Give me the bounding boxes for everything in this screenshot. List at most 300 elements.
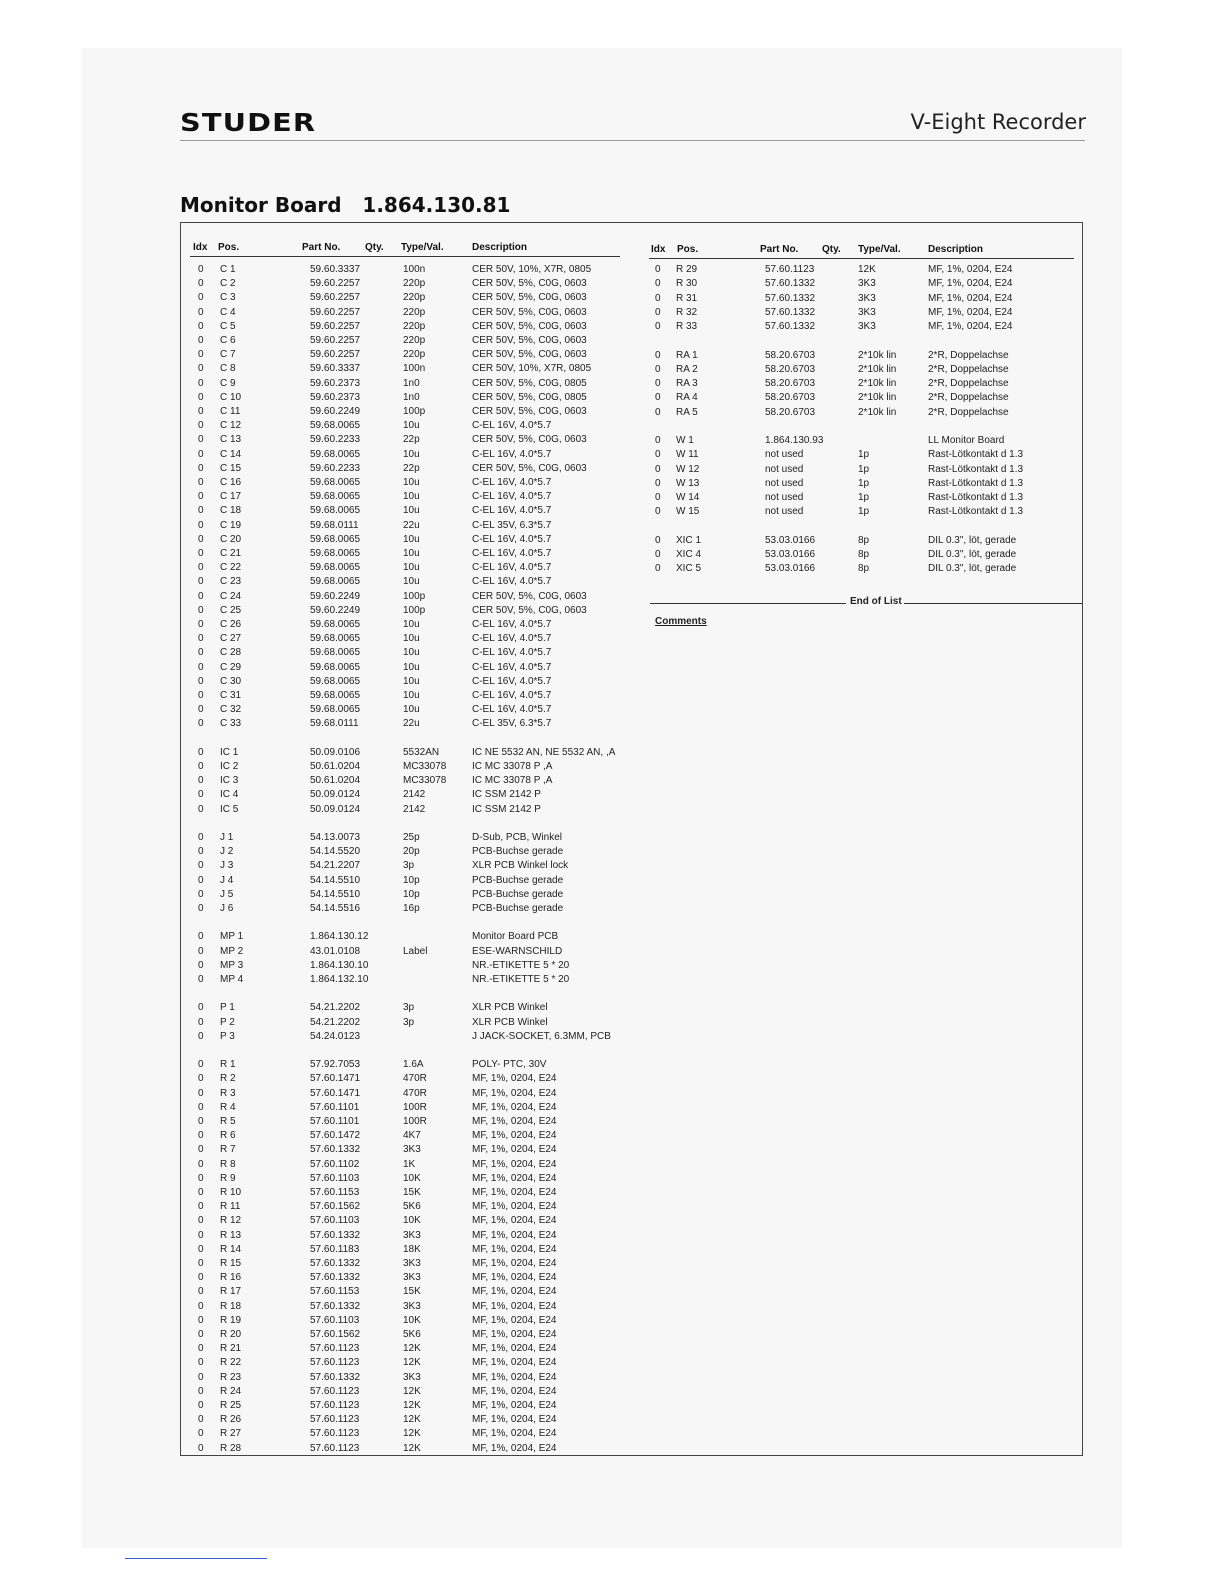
cell-desc: C-EL 16V, 4.0*5.7 [472, 505, 552, 517]
cell-type: 12K [403, 1442, 421, 1454]
cell-part: 53.03.0166 [765, 534, 816, 546]
cell-pos: R 24 [220, 1385, 242, 1397]
table-row [0, 264, 1224, 278]
cell-pos: R 1 [220, 1059, 236, 1071]
cell-idx: 0 [198, 519, 204, 531]
cell-part: 1.864.132.10 [310, 974, 369, 985]
cell-pos: J 6 [220, 903, 234, 914]
table-row [0, 704, 1224, 718]
cell-type: 22p [403, 434, 420, 446]
table-row [0, 535, 1224, 549]
cell-idx: 0 [198, 292, 204, 304]
cell-idx: 0 [198, 1215, 204, 1227]
cell-part: 59.68.0065 [310, 647, 361, 659]
cell-type: 22u [403, 519, 420, 531]
cell-type: 2*10k lin [858, 392, 897, 404]
cell-pos: IC 2 [220, 761, 239, 772]
cell-part: 50.09.0124 [310, 789, 361, 801]
cell-desc: C-EL 16V, 4.0*5.7 [472, 704, 552, 716]
cell-part: 57.60.1123 [310, 1442, 360, 1454]
cell-pos: C 21 [220, 548, 242, 559]
cell-idx: 0 [655, 492, 661, 503]
cell-type: 3K3 [858, 278, 876, 290]
table-row [0, 647, 1224, 661]
cell-part: 59.68.0111 [310, 718, 359, 730]
studer-logo: STUDER [180, 108, 317, 137]
cell-pos: MP 2 [220, 945, 244, 957]
cell-idx: 0 [198, 335, 204, 346]
col-qty-header: Qty. [822, 244, 841, 255]
cell-part: 54.14.5520 [310, 846, 361, 858]
cell-pos: R 9 [220, 1172, 236, 1184]
cell-type: 10u [403, 505, 420, 517]
cell-idx: 0 [198, 1172, 204, 1184]
cell-type: 1p [858, 477, 870, 489]
cell-part: 59.60.3337 [310, 264, 361, 275]
table-row [0, 1329, 1224, 1343]
cell-type: 100p [403, 406, 426, 417]
cell-part: 58.20.6703 [765, 378, 816, 389]
cell-idx: 0 [655, 449, 661, 461]
cell-pos: W 1 [676, 435, 694, 446]
cell-type: 10u [403, 619, 420, 630]
cell-type: 2142 [403, 803, 426, 815]
cell-type: 12K [403, 1357, 421, 1369]
table-row [0, 435, 1224, 449]
cell-part: 43.01.0108 [310, 945, 361, 957]
cell-part: 59.68.0065 [310, 619, 361, 630]
col-desc-header: Description [928, 244, 984, 255]
cell-type: 10u [403, 548, 420, 559]
cell-desc: C-EL 16V, 4.0*5.7 [472, 675, 552, 687]
cell-part: 59.60.3337 [310, 363, 361, 375]
cell-pos: R 21 [220, 1343, 242, 1355]
cell-desc: 2*R, Doppelachse [928, 378, 1009, 389]
cell-part: 59.68.0111 [310, 519, 359, 531]
cell-pos: IC 5 [220, 803, 239, 815]
cell-idx: 0 [198, 1087, 204, 1099]
cell-pos: C 28 [220, 647, 242, 659]
cell-idx: 0 [198, 619, 204, 630]
cell-idx: 0 [198, 1243, 204, 1255]
cell-idx: 0 [198, 1442, 204, 1454]
cell-type: 470R [403, 1073, 427, 1085]
cell-idx: 0 [655, 463, 661, 475]
cell-pos: C 32 [220, 704, 242, 716]
cell-type: 16p [403, 903, 420, 914]
cell-desc: MF, 1%, 0204, E24 [928, 321, 1013, 332]
cell-pos: MP 1 [220, 931, 244, 943]
cell-part: 59.60.2249 [310, 590, 361, 602]
cell-desc: DIL 0.3", löt, gerade [928, 549, 1017, 560]
cell-idx: 0 [198, 1400, 204, 1411]
cell-pos: C 27 [220, 633, 242, 645]
cell-type: 5532AN [403, 746, 440, 758]
cell-pos: C 24 [220, 590, 242, 602]
cell-pos: C 23 [220, 576, 242, 588]
table-row [0, 1372, 1224, 1386]
cell-type: 5K6 [403, 1201, 421, 1213]
cell-pos: R 27 [220, 1428, 242, 1440]
cell-desc: CER 50V, 5%, C0G, 0603 [472, 320, 587, 332]
cell-pos: C 15 [220, 462, 242, 474]
table-row [0, 1116, 1224, 1130]
cell-desc: MF, 1%, 0204, E24 [472, 1172, 557, 1184]
cell-desc: C-EL 16V, 4.0*5.7 [472, 477, 552, 488]
cell-type: 10u [403, 533, 420, 545]
cell-desc: C-EL 16V, 4.0*5.7 [472, 576, 552, 588]
cell-desc: IC NE 5532 AN, NE 5532 AN, ,A [472, 746, 616, 758]
table-row [0, 804, 1224, 818]
cell-pos: C 29 [220, 661, 242, 673]
cell-type: 10K [403, 1314, 421, 1326]
end-of-list-rule-left [650, 603, 846, 604]
table-row [0, 420, 1224, 434]
cell-idx: 0 [655, 392, 661, 404]
cell-idx: 0 [655, 349, 661, 361]
cell-idx: 0 [198, 888, 204, 900]
cell-idx: 0 [198, 462, 204, 474]
cell-idx: 0 [198, 1272, 204, 1284]
cell-type: 2*10k lin [858, 349, 897, 361]
cell-part: not used [765, 477, 804, 489]
cell-idx: 0 [198, 690, 204, 701]
table-row [0, 775, 1224, 789]
cell-idx: 0 [198, 633, 204, 645]
cell-part: 57.60.1153 [310, 1286, 360, 1298]
table-row [0, 449, 1224, 463]
cell-idx: 0 [198, 1144, 204, 1156]
cell-part: 59.68.0065 [310, 505, 361, 517]
cell-idx: 0 [198, 974, 204, 985]
cell-part: 57.60.1123 [310, 1385, 360, 1397]
cell-part: 57.60.1102 [310, 1158, 360, 1170]
cell-idx: 0 [198, 1101, 204, 1113]
cell-desc: LL Monitor Board [928, 435, 1005, 446]
cell-type: 3K3 [403, 1272, 421, 1284]
cell-part: 53.03.0166 [765, 549, 816, 560]
cell-desc: MF, 1%, 0204, E24 [472, 1414, 557, 1426]
cell-idx: 0 [198, 704, 204, 716]
col-part-header: Part No. [302, 242, 341, 253]
cell-pos: R 20 [220, 1329, 242, 1340]
cell-idx: 0 [198, 959, 204, 971]
cell-desc: MF, 1%, 0204, E24 [472, 1428, 557, 1440]
cell-desc: CER 50V, 5%, C0G, 0603 [472, 306, 587, 318]
table-row [0, 492, 1224, 506]
cell-part: 58.20.6703 [765, 392, 816, 404]
cell-type: 4K7 [403, 1130, 421, 1142]
cell-pos: R 8 [220, 1158, 236, 1170]
cell-pos: RA 2 [676, 363, 698, 375]
cell-desc: C-EL 16V, 4.0*5.7 [472, 448, 552, 460]
cell-pos: C 25 [220, 604, 242, 616]
cell-part: 57.60.1471 [310, 1073, 361, 1085]
cell-part: 57.60.1123 [310, 1428, 360, 1440]
cell-pos: R 33 [676, 321, 698, 332]
cell-desc: MF, 1%, 0204, E24 [928, 292, 1013, 304]
cell-type: 15K [403, 1286, 421, 1298]
cell-type: 220p [403, 335, 426, 346]
cell-idx: 0 [198, 505, 204, 517]
table-row [0, 1272, 1224, 1286]
cell-pos: R 25 [220, 1400, 242, 1411]
cell-desc: CER 50V, 5%, C0G, 0805 [472, 377, 587, 389]
cell-part: 57.60.1332 [310, 1144, 361, 1156]
table-row [0, 718, 1224, 732]
table-row [0, 761, 1224, 775]
cell-desc: C-EL 16V, 4.0*5.7 [472, 491, 552, 503]
cell-part: 50.09.0106 [310, 746, 361, 758]
cell-idx: 0 [655, 264, 661, 275]
cell-part: 57.60.1123 [310, 1343, 360, 1355]
cell-idx: 0 [198, 533, 204, 545]
table-row [0, 1428, 1224, 1442]
cell-pos: R 19 [220, 1314, 242, 1326]
cell-desc: J JACK-SOCKET, 6.3MM, PCB [472, 1030, 611, 1042]
cell-type: 10u [403, 675, 420, 687]
cell-pos: R 31 [676, 292, 698, 304]
cell-part: 59.68.0065 [310, 420, 361, 432]
cell-idx: 0 [198, 1300, 204, 1312]
cell-idx: 0 [198, 1329, 204, 1340]
cell-pos: R 29 [676, 264, 698, 275]
cell-idx: 0 [198, 306, 204, 318]
table-row [0, 960, 1224, 974]
cell-type: MC33078 [403, 775, 447, 787]
cell-part: 59.60.2233 [310, 434, 361, 446]
cell-pos: C 10 [220, 391, 242, 403]
cell-desc: CER 50V, 5%, C0G, 0603 [472, 590, 587, 602]
cell-pos: XIC 1 [676, 534, 702, 546]
cell-desc: MF, 1%, 0204, E24 [472, 1314, 557, 1326]
cell-idx: 0 [655, 506, 661, 518]
cell-type: 100R [403, 1116, 427, 1127]
cell-pos: RA 1 [676, 349, 698, 361]
cell-part: 59.60.2257 [310, 306, 361, 318]
table-row [0, 946, 1224, 960]
cell-type: 10u [403, 633, 420, 645]
table-row [0, 931, 1224, 945]
cell-pos: C 5 [220, 320, 236, 332]
cell-part: 57.60.1123 [310, 1357, 360, 1369]
cell-part: 57.60.1562 [310, 1201, 361, 1213]
cell-desc: C-EL 16V, 4.0*5.7 [472, 420, 552, 432]
cell-part: 54.21.2202 [310, 1002, 361, 1014]
cell-idx: 0 [198, 1016, 204, 1028]
cell-desc: MF, 1%, 0204, E24 [472, 1087, 557, 1099]
cell-part: 59.60.2373 [310, 391, 361, 403]
cell-desc: MF, 1%, 0204, E24 [472, 1300, 557, 1312]
cell-desc: CER 50V, 5%, C0G, 0603 [472, 406, 587, 417]
cell-idx: 0 [198, 1371, 204, 1383]
cell-pos: C 14 [220, 448, 242, 460]
cell-type: 12K [403, 1343, 421, 1355]
cell-idx: 0 [198, 945, 204, 957]
table-row [0, 747, 1224, 761]
cell-part: 57.60.1103 [310, 1215, 360, 1227]
cell-idx: 0 [198, 746, 204, 758]
cell-desc: Monitor Board PCB [472, 931, 559, 943]
cell-desc: 2*R, Doppelachse [928, 363, 1009, 375]
cell-type: 100p [403, 590, 426, 602]
cell-desc: CER 50V, 5%, C0G, 0603 [472, 335, 587, 346]
cell-idx: 0 [198, 903, 204, 914]
table-row [0, 789, 1224, 803]
cell-idx: 0 [655, 406, 661, 418]
cell-part: 59.60.2257 [310, 349, 361, 361]
cell-pos: C 18 [220, 505, 242, 517]
cell-idx: 0 [655, 363, 661, 375]
cell-type: 12K [403, 1428, 421, 1440]
cell-part: 59.60.2233 [310, 462, 361, 474]
cell-type: 10u [403, 690, 420, 701]
table-row [0, 1002, 1224, 1016]
cell-desc: PCB-Buchse gerade [472, 888, 564, 900]
cell-desc: MF, 1%, 0204, E24 [472, 1215, 557, 1227]
cell-pos: C 4 [220, 306, 236, 318]
cell-part: 57.60.1332 [310, 1229, 361, 1241]
cell-type: 3K3 [403, 1229, 421, 1241]
cell-desc: C-EL 16V, 4.0*5.7 [472, 619, 552, 630]
cell-desc: MF, 1%, 0204, E24 [472, 1158, 557, 1170]
cell-pos: R 23 [220, 1371, 242, 1383]
cell-desc: MF, 1%, 0204, E24 [472, 1116, 557, 1127]
cell-part: 54.13.0073 [310, 832, 361, 843]
cell-type: 20p [403, 846, 420, 858]
cell-desc: IC MC 33078 P ,A [472, 775, 553, 787]
cell-pos: R 5 [220, 1116, 236, 1127]
cell-desc: MF, 1%, 0204, E24 [472, 1229, 557, 1241]
cell-idx: 0 [198, 1357, 204, 1369]
cell-part: 1.864.130.12 [310, 931, 369, 943]
table-row [0, 875, 1224, 889]
table-row [0, 321, 1224, 335]
cell-pos: XIC 5 [676, 563, 702, 575]
cell-part: 59.68.0065 [310, 533, 361, 545]
cell-type: 220p [403, 320, 426, 332]
cell-pos: C 2 [220, 278, 236, 290]
cell-pos: C 8 [220, 363, 236, 375]
cell-idx: 0 [198, 363, 204, 375]
cell-idx: 0 [198, 803, 204, 815]
cell-type: 8p [858, 563, 870, 575]
table-row [0, 464, 1224, 478]
cell-idx: 0 [655, 549, 661, 560]
cell-part: 57.60.1103 [310, 1172, 360, 1184]
cell-pos: R 28 [220, 1442, 242, 1454]
cell-pos: C 22 [220, 562, 242, 574]
cell-idx: 0 [655, 292, 661, 304]
cell-type: 220p [403, 349, 426, 361]
cell-desc: Rast-Lötkontakt d 1.3 [928, 463, 1024, 475]
cell-part: 57.60.1101 [310, 1101, 360, 1113]
cell-part: 57.60.1472 [310, 1130, 361, 1142]
table-row [0, 1443, 1224, 1457]
table-row [0, 407, 1224, 421]
cell-pos: W 13 [676, 477, 700, 489]
cell-pos: RA 5 [676, 406, 698, 418]
cell-desc: D-Sub, PCB, Winkel [472, 832, 563, 843]
cell-desc: MF, 1%, 0204, E24 [472, 1329, 557, 1340]
cell-idx: 0 [198, 1258, 204, 1269]
cell-type: 8p [858, 534, 870, 546]
cell-part: 54.14.5510 [310, 888, 361, 900]
cell-idx: 0 [198, 491, 204, 503]
cell-desc: MF, 1%, 0204, E24 [472, 1357, 557, 1369]
cell-desc: MF, 1%, 0204, E24 [928, 278, 1013, 290]
table-row [0, 1088, 1224, 1102]
cell-pos: XIC 4 [676, 549, 702, 560]
cell-pos: R 17 [220, 1286, 242, 1298]
cell-idx: 0 [198, 1002, 204, 1014]
cell-idx: 0 [198, 1158, 204, 1170]
cell-pos: RA 4 [676, 392, 698, 404]
cell-part: 59.68.0065 [310, 704, 361, 716]
cell-part: 57.60.1562 [310, 1329, 361, 1340]
cell-desc: XLR PCB Winkel lock [472, 860, 569, 872]
footer-link-line [125, 1558, 267, 1559]
cell-part: 59.68.0065 [310, 661, 361, 673]
cell-part: 59.68.0065 [310, 562, 361, 574]
cell-idx: 0 [198, 420, 204, 432]
cell-part: 57.60.1123 [310, 1414, 360, 1426]
cell-desc: MF, 1%, 0204, E24 [472, 1272, 557, 1284]
cell-pos: R 15 [220, 1258, 242, 1269]
col-desc-header: Description [472, 242, 528, 253]
cell-desc: DIL 0.3", löt, gerade [928, 563, 1017, 575]
cell-pos: C 13 [220, 434, 242, 446]
cell-idx: 0 [198, 1030, 204, 1042]
cell-pos: W 11 [676, 449, 699, 461]
cell-part: 54.14.5516 [310, 903, 361, 914]
table-row [0, 307, 1224, 321]
cell-part: 50.61.0204 [310, 775, 361, 787]
cell-type: 470R [403, 1087, 427, 1099]
cell-type: 1n0 [403, 391, 420, 403]
table-row [0, 1201, 1224, 1215]
cell-idx: 0 [655, 306, 661, 318]
col-type-header: Type/Val. [858, 244, 901, 255]
table-row [0, 889, 1224, 903]
table-row [0, 1102, 1224, 1116]
table-row [0, 1144, 1224, 1158]
table-row [0, 278, 1224, 292]
cell-part: 54.21.2207 [310, 860, 361, 872]
cell-idx: 0 [198, 846, 204, 858]
cell-part: not used [765, 463, 804, 475]
cell-part: 57.60.1332 [310, 1371, 361, 1383]
table-row [0, 392, 1224, 406]
col-pos-header: Pos. [677, 244, 699, 255]
cell-desc: C-EL 16V, 4.0*5.7 [472, 647, 552, 659]
cell-pos: P 2 [220, 1016, 235, 1028]
cell-pos: R 3 [220, 1087, 236, 1099]
table-row [0, 1073, 1224, 1087]
cell-desc: IC MC 33078 P ,A [472, 761, 553, 772]
end-of-list-label: End of List [850, 596, 902, 607]
cell-type: 1.6A [403, 1059, 424, 1071]
cell-pos: R 4 [220, 1101, 236, 1113]
cell-desc: PCB-Buchse gerade [472, 874, 564, 886]
cell-idx: 0 [198, 1130, 204, 1142]
cell-idx: 0 [198, 1428, 204, 1440]
table-row [0, 1357, 1224, 1371]
table-row [0, 832, 1224, 846]
cell-idx: 0 [198, 718, 204, 730]
cell-pos: C 12 [220, 420, 242, 432]
cell-pos: J 1 [220, 832, 234, 843]
